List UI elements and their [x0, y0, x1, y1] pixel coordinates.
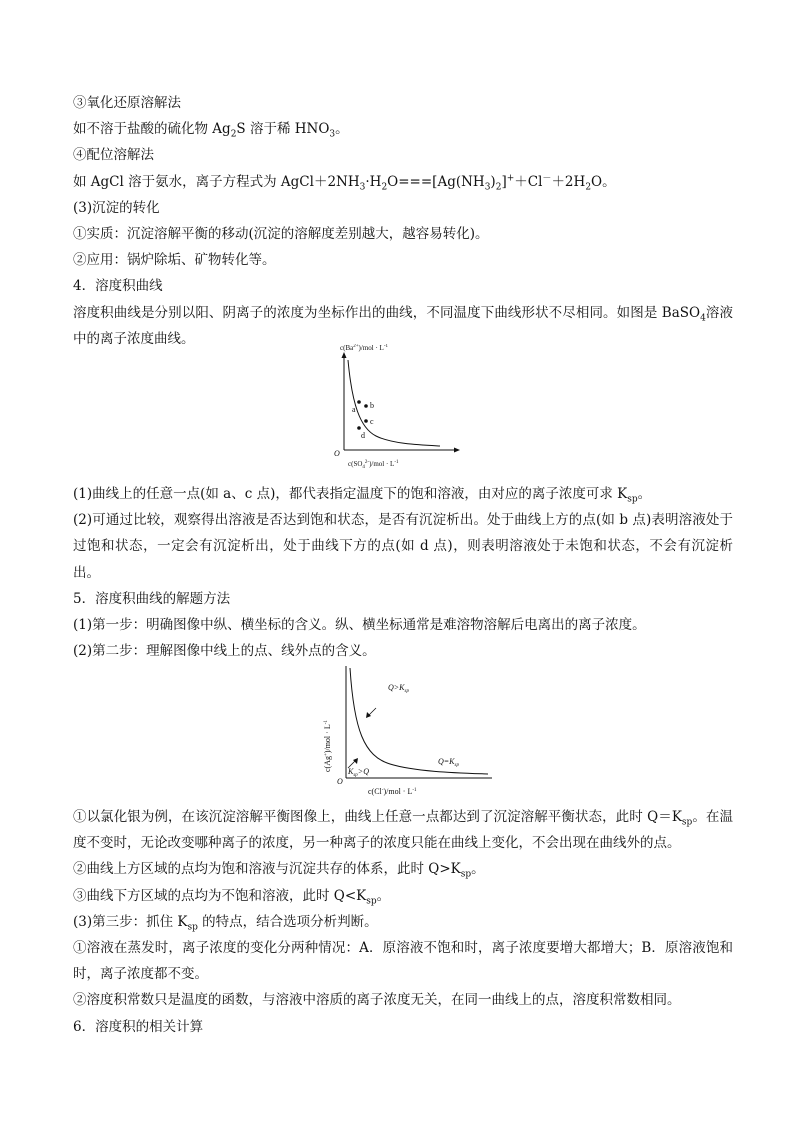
heading: 4．溶度积曲线: [73, 278, 163, 295]
paragraph: (1)曲线上的任意一点(如 a、c 点)，都代表指定温度下的饱和溶液，由对应的离子浓度可求 $K_{sp}$。: [73, 486, 652, 505]
paragraph: (2)第二步：理解图像中线上的点、线外点的含义。: [73, 643, 376, 660]
y-axis-label: $c(Ag^+)/mol \cdot L^{-1}$: [323, 720, 332, 772]
document-page: [73, 90, 733, 352]
baso4-curve-figure: [330, 344, 470, 470]
paragraph: (1)第一步：明确图像中纵、横坐标的含义。纵、横坐标通常是难溶物溶解后电离出的离子浓度。: [73, 617, 646, 634]
paragraph: 溶度积曲线是分别以阳、阴离子的浓度为坐标作出的曲线，不同温度下曲线形状不尽相同。如图是 BaSO$_4$溶液中的离子浓度曲线。: [73, 304, 734, 347]
point-c-label: c: [370, 417, 374, 426]
paragraph: ②应用：锅炉除垢、矿物转化等。: [73, 252, 276, 269]
heading: 6．溶度积的相关计算: [73, 1018, 204, 1035]
document-page-end: [73, 804, 733, 1040]
point-b-label: b: [370, 401, 374, 410]
above-curve-label: $Q>K_{sp}$: [388, 683, 409, 694]
agcl-curve-figure: [310, 660, 500, 800]
paragraph: ②曲线上方区域的点均为饱和溶液与沉淀共存的体系，此时 $Q>K_{sp}$。: [73, 861, 485, 881]
point-d-label: d: [361, 431, 365, 440]
paragraph: ①溶液在蒸发时，离子浓度的变化分两种情况：A．原溶液不饱和时，离子浓度要增大都增大；B．原溶液饱和时，离子浓度都不变。: [73, 940, 733, 983]
x-axis-label: $c(SO_4^{2-})$/mol · $L^{-1}$: [348, 460, 399, 470]
section-title: ③氧化还原溶解法: [73, 95, 181, 111]
section-title: ④配位溶解法: [73, 147, 154, 164]
paragraph: 如不溶于盐酸的硫化物 $Ag_2S$ 溶于稀 $HNO_3$。: [73, 121, 349, 140]
origin-label: O: [337, 777, 343, 786]
paragraph: ②溶度积常数只是温度的函数，与溶液中溶质的离子浓度无关，在同一曲线上的点，溶度积常数相同。: [73, 992, 681, 1009]
subsection-title: (3)沉淀的转化: [73, 199, 160, 216]
equation-paragraph: 如 AgCl 溶于氨水，离子方程式为 $AgCl+2NH_3\cdot H_2O===[Ag(NH_3)_2]^++Cl^-+2H_2O$。: [73, 173, 616, 193]
paragraph: ③曲线下方区域的点均为不饱和溶液，此时 $Q<K_{sp}$。: [73, 887, 391, 907]
below-curve-label: $K_{sp}>Q$: [348, 767, 369, 778]
document-page-continued: [73, 481, 733, 664]
paragraph: (2)可通过比较，观察得出溶液是否达到饱和状态，是否有沉淀析出。处于曲线上方的点(如 b 点)表明溶液处于过饱和状态，一定会有沉淀析出，处于曲线下方的点(如 d 点)，则表明溶液处于未饱和状态，不会有沉淀析出。: [73, 512, 733, 581]
y-axis-label: $c(Ba^{2+})$/mol · $L^{-1}$: [340, 344, 388, 352]
on-curve-label: $Q=K_{sp}$: [438, 757, 459, 768]
paragraph: ①以氯化银为例，在该沉淀溶解平衡图像上，曲线上任意一点都达到了沉淀溶解平衡状态，此时 $Q=K_{sp}$。在温度不变时，无论改变哪种离子的浓度，另一种离子的浓度只能在曲线上变化，不会出现在曲线外的点。: [73, 809, 733, 852]
point-a-label: a: [352, 405, 356, 414]
paragraph: ①实质：沉淀溶解平衡的移动(沉淀的溶解度差别越大，越容易转化)。: [73, 226, 489, 243]
x-axis-label: $c(Cl^-)/mol \cdot L^{-1}$: [368, 787, 417, 796]
heading: 5．溶度积曲线的解题方法: [73, 590, 231, 607]
paragraph: (3)第三步：抓住 $K_{sp}$ 的特点，结合选项分析判断。: [73, 913, 378, 933]
origin-label: O: [334, 449, 340, 458]
